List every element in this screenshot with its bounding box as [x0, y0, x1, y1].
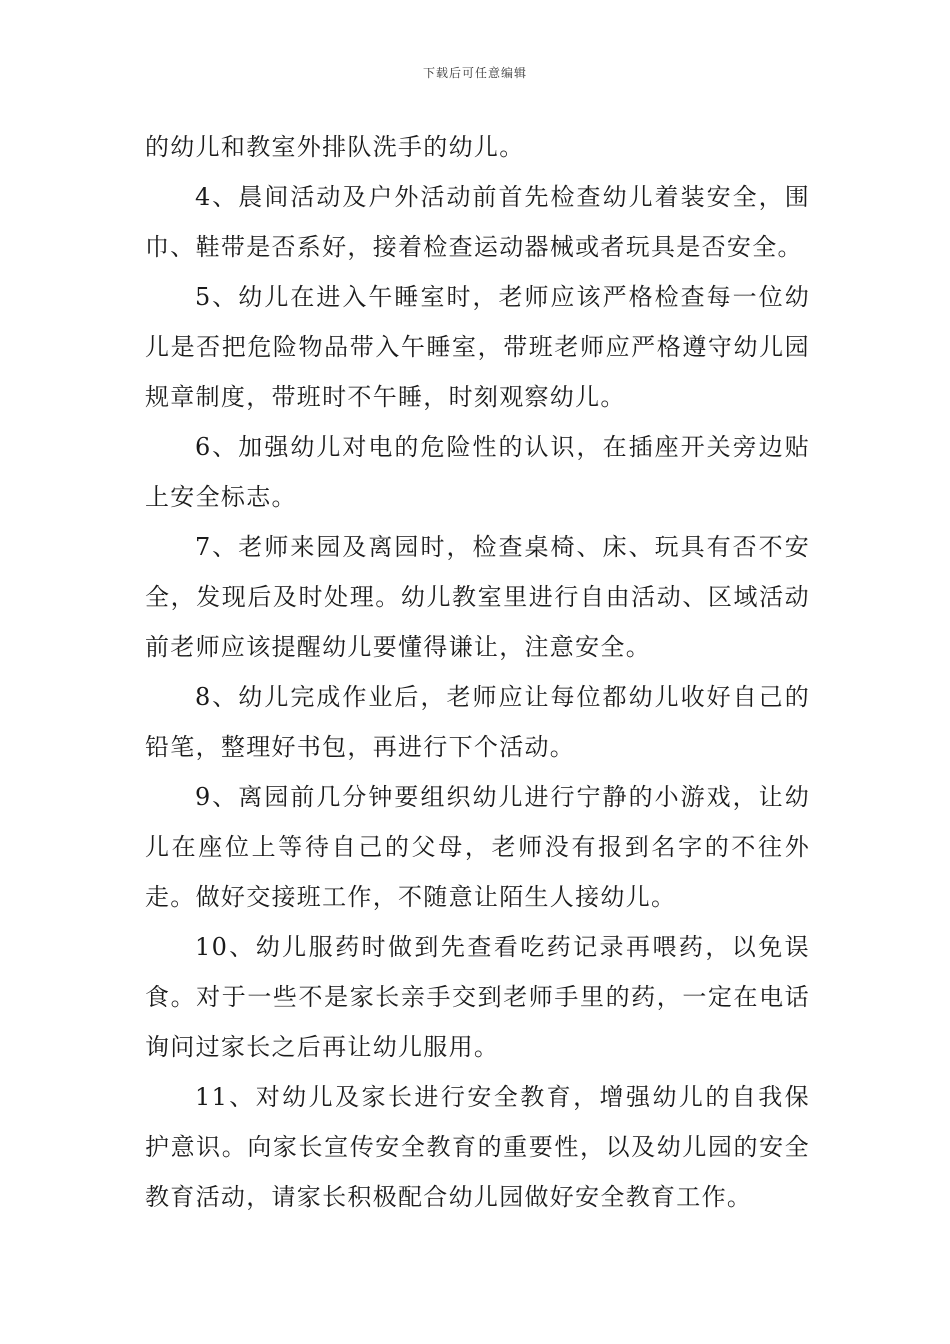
paragraph-item-4: 4、晨间活动及户外活动前首先检查幼儿着装安全，围巾、鞋带是否系好，接着检查运动器械或者玩具是否安全。: [145, 183, 810, 261]
paragraph-item-9: 9、离园前几分钟要组织幼儿进行宁静的小游戏，让幼儿在座位上等待自己的父母，老师没有报到名字的不往外走。做好交接班工作，不随意让陌生人接幼儿。: [145, 783, 810, 911]
paragraph-item-6: 6、加强幼儿对电的危险性的认识，在插座开关旁边贴上安全标志。: [145, 433, 810, 511]
paragraph-item-5: 5、幼儿在进入午睡室时，老师应该严格检查每一位幼儿是否把危险物品带入午睡室，带班老师应严格遵守幼儿园规章制度，带班时不午睡，时刻观察幼儿。: [145, 283, 810, 411]
paragraph-item-11: 11、对幼儿及家长进行安全教育，增强幼儿的自我保护意识。向家长宣传安全教育的重要性，以及幼儿园的安全教育活动，请家长积极配合幼儿园做好安全教育工作。: [145, 1083, 810, 1211]
paragraph-item-10: 10、幼儿服药时做到先查看吃药记录再喂药，以免误食。对于一些不是家长亲手交到老师手里的药，一定在电话询问过家长之后再让幼儿服用。: [145, 933, 810, 1061]
paragraph-item-8: 8、幼儿完成作业后，老师应让每位都幼儿收好自己的铅笔，整理好书包，再进行下个活动。: [145, 683, 810, 761]
document-body: [145, 122, 810, 1222]
page-header: 下载后可任意编辑: [422, 66, 527, 80]
paragraph-continuation: 的幼儿和教室外排队洗手的幼儿。: [145, 133, 525, 161]
paragraph-item-7: 7、老师来园及离园时，检查桌椅、床、玩具有否不安全，发现后及时处理。幼儿教室里进行自由活动、区域活动前老师应该提醒幼儿要懂得谦让，注意安全。: [145, 533, 810, 661]
